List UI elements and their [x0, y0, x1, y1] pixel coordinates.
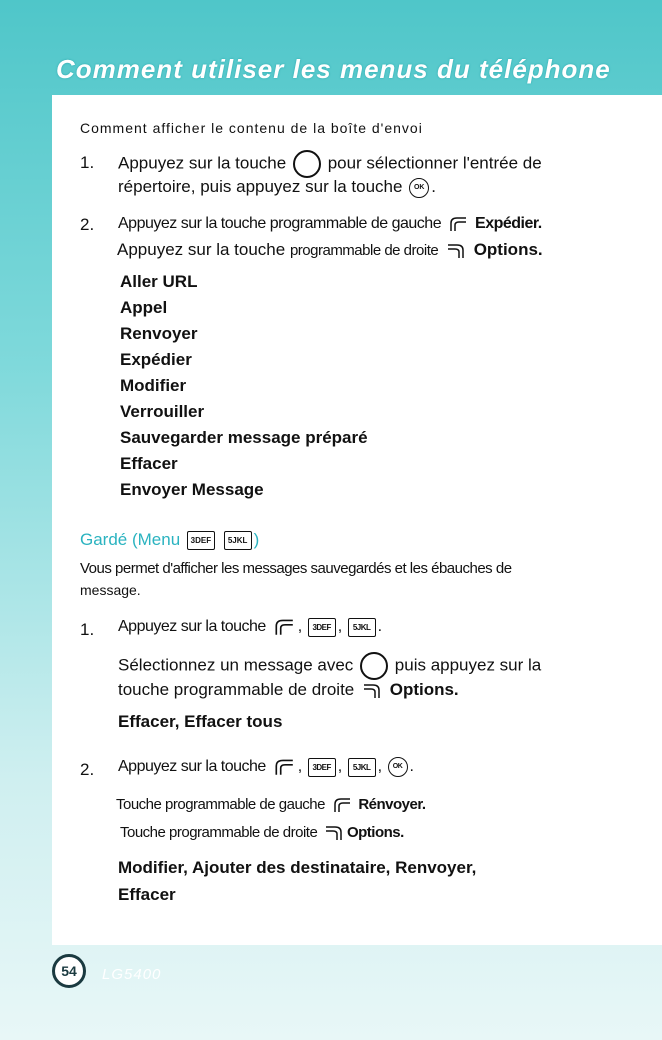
ok-key-icon: OK: [388, 757, 408, 777]
step1-num: 1.: [80, 153, 95, 172]
step2-text-b: Appuyez sur la touche: [117, 240, 286, 259]
g1-sep: ,: [297, 618, 302, 636]
step2-line1: [118, 215, 542, 233]
option-item: Verrouiller: [120, 402, 205, 421]
step2-num: 2.: [80, 215, 95, 234]
option-item: Sauvegarder message préparé: [120, 428, 368, 447]
page-number: 54: [52, 954, 86, 988]
option-item: Modifier: [120, 376, 187, 395]
right-soft-key-icon: [324, 824, 344, 842]
g2-options-1: Modifier, Ajouter des destinataire, Renvoyer,: [118, 858, 477, 877]
step1-text-a: Appuyez sur la touche: [118, 153, 287, 173]
key-5-icon: 5JKL: [348, 618, 376, 637]
option-item: Effacer: [120, 454, 178, 473]
intro-line: Comment afficher le contenu de la boîte d'envoi: [80, 120, 423, 136]
g2-text-b: Touche programmable de gauche: [116, 796, 325, 813]
g2-line1: [118, 757, 413, 777]
g1-text-a: Appuyez sur la touche: [118, 618, 266, 636]
g1-line3: [118, 680, 459, 700]
nav-key-icon: [293, 150, 321, 178]
g2-options-2: Effacer: [118, 885, 176, 904]
option-item: Expédier: [120, 350, 192, 369]
key-5-icon: 5JKL: [224, 531, 252, 550]
key-5-icon: 5JKL: [348, 758, 376, 777]
g2-bold-c: Options.: [346, 824, 404, 841]
g2-num: 2.: [80, 760, 95, 779]
g2-sep: ,: [377, 758, 382, 776]
g2-text-c: Touche programmable de droite: [120, 824, 318, 841]
g2-sep: ,: [297, 758, 302, 776]
g1-text-b2: puis appuyez sur la: [394, 655, 542, 675]
g2-line2: [116, 796, 426, 814]
step2-bold-b: Options.: [473, 240, 543, 259]
section-heading-garde: [80, 530, 259, 550]
ok-key-icon: OK: [409, 178, 429, 198]
g2-text-a: Appuyez sur la touche: [118, 758, 266, 776]
right-soft-key-icon: [446, 242, 466, 260]
step1-line2: [118, 177, 436, 198]
key-3-icon: 3DEF: [308, 618, 336, 637]
step1-text-d: .: [431, 177, 436, 196]
g1-dot: .: [377, 618, 382, 636]
step2-text-a: Appuyez sur la touche programmable de gauche: [118, 215, 442, 233]
step1-text-c: répertoire, puis appuyez sur la touche: [118, 177, 403, 196]
g1-sep: ,: [337, 618, 342, 636]
step1-text-b: pour sélectionner l'entrée de: [327, 153, 542, 173]
g2-sep: ,: [337, 758, 342, 776]
g2-bold-b: Rénvoyer.: [358, 796, 426, 813]
page-title: Comment utiliser les menus du téléphone: [56, 54, 611, 84]
option-item: Renvoyer: [120, 324, 198, 343]
g1-line2: [118, 652, 541, 680]
left-soft-key-icon: [273, 617, 295, 637]
left-soft-key-icon: [273, 757, 295, 777]
g1-options: Effacer, Effacer tous: [118, 712, 283, 731]
g1-text-c: touche programmable de droite: [118, 680, 355, 699]
step2-bold-a: Expédier.: [475, 215, 542, 233]
step2-line2: [117, 240, 543, 260]
g1-num: 1.: [80, 620, 95, 639]
left-soft-key-icon: [332, 796, 352, 814]
garde-desc-1: Vous permet d'afficher les messages sauvegardés et les ébauches de: [80, 560, 512, 577]
nav-key-icon: [360, 652, 388, 680]
model-name: LG5400: [102, 966, 162, 983]
g2-line3: [120, 824, 404, 842]
header-band: [0, 0, 662, 95]
step1-line1: [118, 150, 542, 178]
g2-dot: .: [409, 758, 414, 776]
g1-bold-c: Options.: [389, 680, 459, 699]
option-item: Envoyer Message: [120, 480, 264, 499]
garde-desc-2: message.: [80, 582, 141, 598]
footer-band: [52, 945, 662, 1040]
option-item: Appel: [120, 298, 168, 317]
key-3-icon: 3DEF: [187, 531, 215, 550]
garde-title: Gardé (Menu: [80, 530, 181, 549]
step2-text-b-small: programmable de droite: [289, 242, 439, 259]
g1-text-b: Sélectionnez un message avec: [118, 655, 354, 675]
left-soft-key-icon: [448, 215, 468, 233]
right-soft-key-icon: [362, 682, 382, 700]
garde-close: ): [253, 530, 260, 549]
key-3-icon: 3DEF: [308, 758, 336, 777]
option-item: Aller URL: [120, 272, 198, 291]
g1-line1: [118, 617, 382, 637]
